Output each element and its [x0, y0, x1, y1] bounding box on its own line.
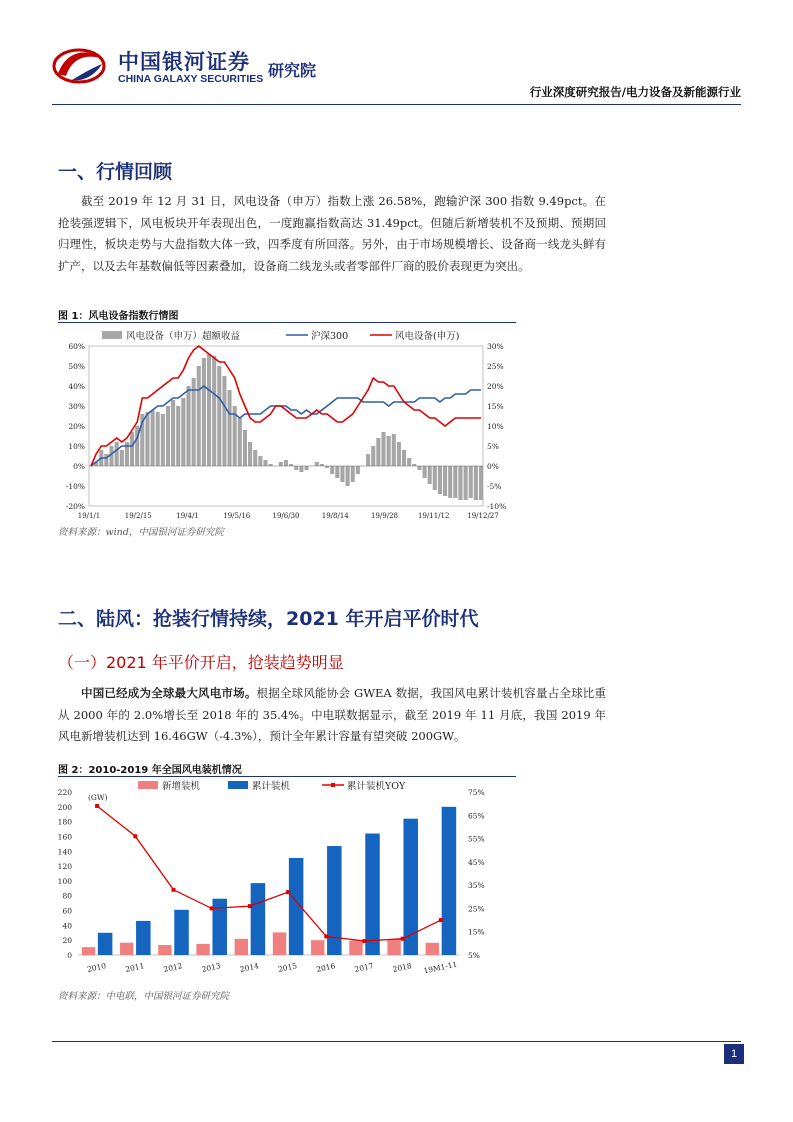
- new-capacity-bar: [196, 944, 209, 955]
- excess-return-bar: [346, 466, 350, 486]
- left-axis-tick: 0: [67, 951, 72, 960]
- excess-return-bar: [115, 442, 119, 466]
- legend-swatch-cum: [228, 781, 248, 789]
- left-axis-tick: 20%: [68, 422, 85, 431]
- excess-return-bar: [392, 434, 396, 466]
- cumulative-capacity-bar: [365, 833, 380, 955]
- excess-return-bar: [120, 450, 124, 466]
- legend-label-new: 新增装机: [162, 781, 201, 792]
- x-axis-tick: 19/8/14: [321, 512, 349, 520]
- excess-return-bar: [243, 430, 247, 466]
- figure2-legend: [138, 780, 406, 792]
- x-axis-tick: 19/11/12: [418, 512, 450, 520]
- figure2-title: 图 2：2010-2019 年全国风电装机情况: [58, 765, 242, 776]
- excess-return-bar: [453, 466, 457, 498]
- x-axis-category-label: 2014: [239, 961, 260, 974]
- x-axis-category-label: 19M1-11: [422, 959, 458, 976]
- legend-label-hs300: 沪深300: [311, 331, 349, 342]
- institute-label: 研究院: [268, 61, 317, 80]
- left-axis-tick: 40%: [68, 382, 85, 391]
- excess-return-bar: [428, 466, 432, 484]
- x-axis-category-label: 2018: [391, 961, 413, 974]
- new-capacity-bar: [120, 943, 133, 955]
- x-axis-category-label: 2012: [162, 961, 184, 974]
- yoy-point: [286, 890, 290, 894]
- left-axis-tick: 220: [58, 788, 72, 797]
- new-capacity-bar: [235, 939, 248, 955]
- excess-return-bar: [351, 466, 355, 482]
- cumulative-capacity-bar: [136, 921, 151, 955]
- excess-return-bar: [335, 466, 339, 478]
- legend-label-excess: 风电设备（申万）超额收益: [126, 331, 241, 342]
- yoy-point: [401, 937, 405, 941]
- new-capacity-bar: [311, 940, 324, 955]
- excess-return-bar: [417, 466, 421, 470]
- section2-paragraph: [58, 683, 606, 748]
- excess-return-bar: [438, 466, 442, 494]
- excess-return-bar: [263, 460, 267, 466]
- page-number: 1: [724, 1044, 744, 1064]
- right-axis-tick: 0%: [487, 462, 499, 471]
- cumulative-capacity-bar: [98, 933, 113, 955]
- excess-return-bar: [458, 466, 462, 500]
- excess-return-bar: [186, 386, 190, 466]
- figure1-chart: [58, 325, 516, 521]
- new-capacity-bar: [387, 939, 400, 955]
- figure2-rule: [58, 776, 516, 777]
- excess-return-bar: [356, 466, 360, 474]
- excess-return-bar: [166, 406, 170, 466]
- excess-return-bar: [423, 466, 427, 478]
- excess-return-bar: [176, 406, 180, 466]
- legend-label-cum: 累计装机: [252, 781, 291, 792]
- left-axis-tick: 40: [62, 921, 72, 931]
- left-axis-tick: 20: [62, 936, 72, 946]
- left-axis-tick: 100: [58, 876, 72, 886]
- right-axis-tick: 15%: [487, 402, 504, 411]
- excess-return-bar: [222, 376, 226, 466]
- excess-return-bar: [192, 378, 196, 466]
- right-axis-tick: 45%: [468, 857, 485, 867]
- right-axis-tick: 30%: [487, 342, 504, 351]
- yoy-point: [439, 918, 443, 922]
- new-capacity-bar: [349, 941, 362, 955]
- section2-title: 二、陆风：抢装行情持续，2021 年开启平价时代: [58, 608, 479, 630]
- left-axis-tick: -20%: [65, 502, 85, 511]
- left-axis-tick: 50%: [68, 362, 85, 371]
- excess-return-bar: [248, 442, 252, 466]
- left-axis-tick: 120: [58, 862, 72, 872]
- x-axis-category-label: 2015: [277, 961, 298, 974]
- legend-label-yoy: 累计装机YOY: [347, 781, 406, 792]
- excess-return-bar: [104, 454, 108, 466]
- new-capacity-bar: [273, 932, 286, 955]
- x-axis-category-label: 2013: [200, 961, 222, 974]
- figure1-title: 图 1：风电设备指数行情图: [58, 311, 179, 322]
- new-capacity-bar: [82, 947, 95, 955]
- figure2-unit-label: (GW): [88, 793, 108, 802]
- excess-return-bar: [340, 466, 344, 482]
- excess-return-bar: [202, 358, 206, 466]
- excess-return-bar: [228, 390, 232, 466]
- excess-return-bar: [212, 356, 216, 466]
- yoy-point: [210, 906, 214, 910]
- left-axis-tick: 30%: [68, 402, 85, 411]
- x-axis-category-label: 2016: [315, 961, 337, 974]
- excess-return-bar: [371, 446, 375, 466]
- company-name-en: CHINA GALAXY SECURITIES: [118, 73, 264, 85]
- report-type: 行业深度研究报告/电力设备及新能源行业: [529, 85, 741, 99]
- excess-return-bar: [161, 414, 165, 466]
- cumulative-capacity-bar: [442, 807, 457, 955]
- excess-return-bar: [253, 450, 257, 466]
- yoy-point: [324, 934, 328, 938]
- right-axis-tick: 20%: [487, 382, 504, 391]
- excess-return-bar: [304, 466, 308, 470]
- company-name-cn: 中国银河证券: [118, 50, 250, 74]
- figure1-source: 资料来源：wind，中国银河证券研究院: [58, 527, 224, 538]
- excess-return-bar: [238, 418, 242, 466]
- legend-marker-yoy: [331, 783, 335, 787]
- excess-return-bar: [284, 460, 288, 466]
- right-axis-tick: 25%: [468, 904, 485, 914]
- yoy-point: [172, 888, 176, 892]
- excess-return-bar: [381, 432, 385, 466]
- x-axis-tick: 19/2/15: [124, 512, 152, 520]
- left-axis-tick: 200: [58, 802, 72, 812]
- left-axis-tick: 160: [58, 832, 72, 842]
- excess-return-bar: [299, 466, 303, 472]
- excess-return-bar: [315, 462, 319, 466]
- left-axis-tick: 0%: [73, 462, 85, 471]
- cumulative-capacity-bar: [251, 883, 266, 955]
- x-axis-category-label: 2011: [124, 961, 146, 974]
- header-divider: [52, 104, 741, 105]
- excess-return-bar: [181, 398, 185, 466]
- figure1-legend: [102, 330, 459, 342]
- excess-return-bar: [130, 432, 134, 466]
- excess-return-bar: [366, 454, 370, 466]
- section2-subtitle: （一）2021 年平价开启，抢装趋势明显: [58, 653, 344, 672]
- section2-para-bold: 中国已经成为全球最大风电市场。: [81, 686, 257, 700]
- left-axis-tick: 10%: [68, 442, 85, 451]
- yoy-point: [95, 804, 99, 808]
- x-axis-tick: 19/6/30: [272, 512, 300, 520]
- right-axis-tick: -10%: [487, 502, 507, 511]
- cumulative-capacity-bar: [174, 910, 189, 955]
- legend-swatch-excess: [102, 331, 122, 339]
- excess-return-bar: [197, 366, 201, 466]
- galaxy-logo-icon: [52, 44, 106, 88]
- legend-swatch-new: [138, 781, 158, 789]
- left-axis-tick: 80: [62, 891, 72, 901]
- new-capacity-bar: [158, 945, 171, 955]
- right-axis-tick: 5%: [487, 442, 499, 451]
- right-axis-tick: -5%: [487, 482, 502, 491]
- section1-paragraph: 截至 2019 年 12 月 31 日，风电设备（申万）指数上涨 26.58%，跑输沪深 300 指数 9.49pct。在抢装强逻辑下，风电板块开年表现出色，一度跑赢指数高达 31.49pct。但随后新增装机不及预期、预期回归理性，板块走势与大盘指数大体一致，四季度有所回落。另外，由于市场规模增长、设备商一线龙头鲜有扩产，以及去年基数偏低等因素叠加，设备商二线龙头或者零部件厂商的股价表现更为突出。: [58, 194, 606, 273]
- x-axis-tick: 19/5/16: [223, 512, 251, 520]
- figure2-chart: [58, 778, 516, 983]
- excess-return-bar: [464, 466, 468, 500]
- excess-return-bar: [376, 438, 380, 466]
- left-axis-tick: 60%: [68, 342, 85, 351]
- excess-return-bar: [479, 466, 483, 500]
- left-axis-tick: 60: [62, 906, 72, 916]
- excess-return-bar: [407, 458, 411, 466]
- excess-return-bar: [145, 412, 149, 466]
- excess-return-bar: [330, 466, 334, 474]
- yoy-point: [133, 834, 137, 838]
- yoy-point: [248, 904, 252, 908]
- right-axis-tick: 5%: [468, 951, 480, 960]
- excess-return-bar: [156, 412, 160, 466]
- x-axis-category-label: 2010: [86, 961, 107, 974]
- excess-return-bar: [448, 466, 452, 498]
- section1-title: 一、行情回顾: [58, 161, 173, 183]
- cumulative-capacity-bar: [327, 846, 342, 955]
- x-axis-tick: 19/9/28: [371, 512, 398, 520]
- excess-return-bar: [217, 366, 221, 466]
- excess-return-bar: [402, 450, 406, 466]
- right-axis-tick: 10%: [487, 422, 504, 431]
- excess-return-bar: [433, 466, 437, 490]
- right-axis-tick: 65%: [468, 811, 485, 821]
- x-axis-tick: 19/12/27: [467, 512, 499, 520]
- excess-return-bar: [207, 354, 211, 466]
- x-axis-tick: 19/1/1: [77, 512, 101, 520]
- left-axis-tick: 180: [58, 817, 72, 827]
- legend-label-wind: 风电设备(申万): [395, 331, 460, 342]
- excess-return-bar: [294, 466, 298, 470]
- excess-return-bar: [443, 466, 447, 496]
- figure2-source: 资料来源：中电联，中国银河证券研究院: [58, 991, 230, 1002]
- excess-return-bar: [279, 462, 283, 466]
- yoy-point: [363, 939, 367, 943]
- right-axis-tick: 55%: [468, 834, 485, 844]
- x-axis-tick: 19/4/1: [176, 512, 199, 520]
- excess-return-bar: [151, 410, 155, 466]
- excess-return-bar: [387, 436, 391, 466]
- section2-para-rest: 根据全球风能协会 GWEA 数据，我国风电累计装机容量占全球比重从 2000 年的 2.0%增长至 2018 年的 35.4%。中电联数据显示，截至 2019 年 11 月底，我国 2019 年风电新增装机达到 16.46GW（-4.3%），预计全年累计容量有望突破 200GW。: [58, 686, 606, 743]
- excess-return-bar: [474, 466, 478, 500]
- left-axis-tick: 140: [58, 847, 72, 857]
- excess-return-bar: [171, 400, 175, 466]
- footer-divider: [52, 1041, 741, 1042]
- excess-return-bar: [258, 456, 262, 466]
- right-axis-tick: 25%: [487, 362, 504, 371]
- excess-return-bar: [469, 466, 473, 498]
- cumulative-yoy-line: [97, 806, 441, 941]
- x-axis-category-label: 2017: [353, 961, 375, 974]
- right-axis-tick: 75%: [468, 788, 485, 797]
- figure1-rule: [58, 322, 516, 323]
- new-capacity-bar: [426, 943, 439, 955]
- right-axis-tick: 35%: [468, 881, 485, 891]
- excess-return-bar: [397, 442, 401, 466]
- left-axis-tick: -10%: [65, 482, 85, 491]
- hs300-line: [91, 386, 481, 466]
- right-axis-tick: 15%: [468, 927, 485, 937]
